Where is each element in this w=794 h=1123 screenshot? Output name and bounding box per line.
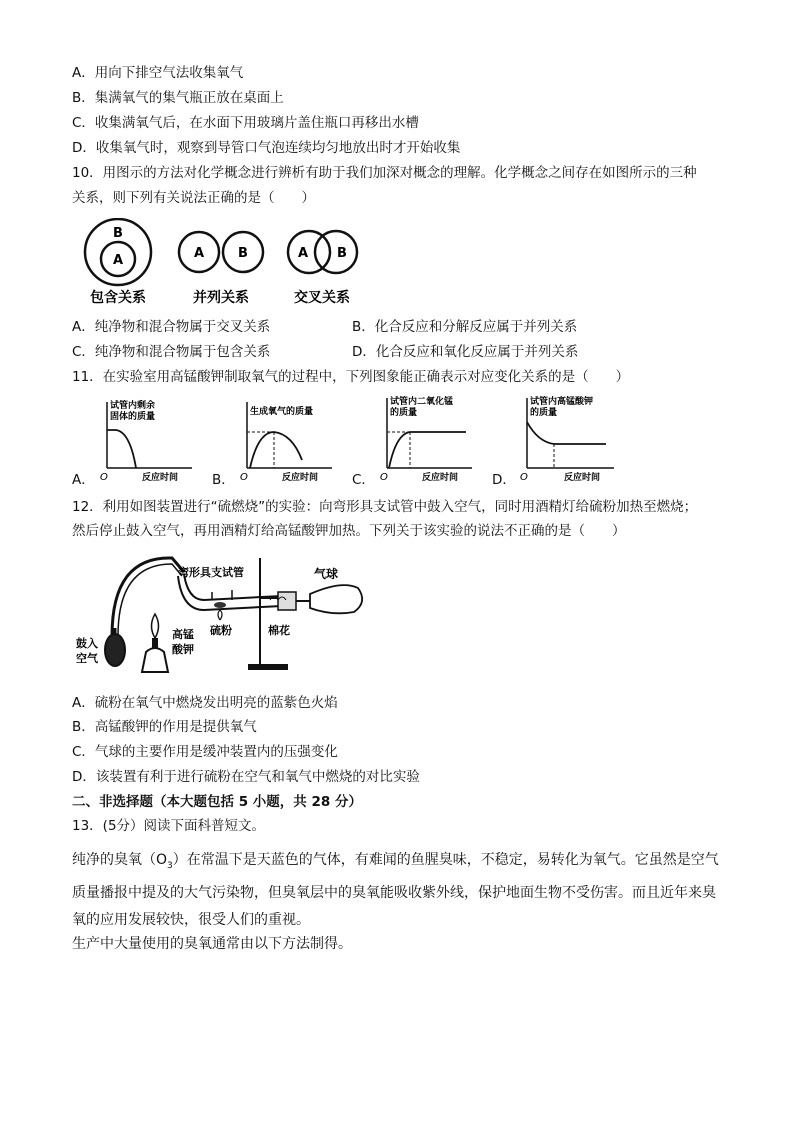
q11-a-ylabel-2: 固体的质量 <box>110 412 156 422</box>
iron-stand-base <box>248 664 288 670</box>
q13-paragraph-line2: 质量播报中提及的大气污染物，但臭氧层中的臭氧能吸收紫外线，保护地面生物不受伤害。而且近年来臭 <box>72 885 716 901</box>
q11-a-curve <box>107 430 136 468</box>
q11-graph-c <box>370 392 480 486</box>
q11-c-ylabel-2: 的质量 <box>390 408 418 418</box>
q9-option-b: B．集满氧气的集气瓶正放在桌面上 <box>72 90 284 106</box>
q11-b-origin: O <box>240 472 248 483</box>
tube-label: 弯形具支试管 <box>178 566 244 579</box>
cross-circle-b <box>315 231 357 273</box>
balloon <box>310 585 362 613</box>
q13-paragraph-line1 <box>72 850 719 876</box>
q11-b-ylabel-1: 生成氧气的质量 <box>250 407 314 417</box>
concept-relation-figure <box>72 218 372 310</box>
q11-graph-a <box>90 396 200 486</box>
q11-stem: 11．在实验室用高锰酸钾制取氧气的过程中，下列图象能正确表示对应变化关系的是（ ） <box>72 369 630 385</box>
q9-option-d: D．收集氧气时，观察到导管口气泡连续均匀地放出时才开始收集 <box>72 140 461 156</box>
q11-b-xlabel: 反应时间 <box>282 473 319 483</box>
q11-d-ylabel-2: 的质量 <box>530 408 558 418</box>
q10-option-b: B．化合反应和分解反应属于并列关系 <box>352 319 578 335</box>
q9-option-a: A．用向下排空气法收集氧气 <box>72 65 244 81</box>
q9-option-c: C．收集满氧气后，在水面下用玻璃片盖住瓶口再移出水槽 <box>72 115 419 131</box>
alcohol-lamp <box>142 648 168 672</box>
cross-caption: 交叉关系 <box>294 290 350 306</box>
q11-a-ylabel-1: 试管内剩余 <box>110 401 156 411</box>
q13-p1-subscript: 3 <box>167 860 173 871</box>
air-label-2: 空气 <box>76 652 98 665</box>
q11-c-curve <box>389 432 466 468</box>
contain-caption: 包含关系 <box>90 290 146 306</box>
balloon-label: 气球 <box>314 567 339 581</box>
q12-stem-line2: 然后停止鼓入空气，再用酒精灯给高锰酸钾加热。下列关于该实验的说法不正确的是（ ） <box>72 523 626 539</box>
section-title: 二、非选择题（本大题包括 5 小题，共 28 分） <box>72 794 362 810</box>
q10-option-c: C．纯净物和混合物属于包含关系 <box>72 344 271 360</box>
contain-label-a: A <box>112 253 124 268</box>
q11-c-xlabel: 反应时间 <box>422 473 459 483</box>
q12-option-b: B．高锰酸钾的作用是提供氧气 <box>72 719 257 735</box>
q11-graph-d-letter: D． <box>492 472 516 488</box>
cross-label-a: A <box>297 246 309 261</box>
parallel-label-b: B <box>238 246 248 261</box>
q10-option-d: D．化合反应和氧化反应属于并列关系 <box>352 344 579 360</box>
q11-a-xlabel: 反应时间 <box>142 473 179 483</box>
parallel-label-a: A <box>193 246 205 261</box>
q11-graph-b <box>230 396 340 486</box>
rubber-bulb <box>105 634 125 666</box>
q11-graph-d <box>510 392 622 486</box>
q13-p1-part1: 纯净的臭氧（O <box>72 852 168 868</box>
q12-option-c: C．气球的主要作用是缓冲装置内的压强变化 <box>72 744 338 760</box>
q11-b-curve <box>250 432 302 468</box>
q12-option-d: D．该装置有利于进行硫粉在空气和氧气中燃烧的对比实验 <box>72 769 420 785</box>
q10-stem-line1: 10．用图示的方法对化学概念进行辨析有助于我们加深对概念的理解。化学概念之间存在如图所示的三种 <box>72 165 697 181</box>
q12-option-a: A．硫粉在氧气中燃烧发出明亮的蓝紫色火焰 <box>72 695 338 711</box>
q11-c-ylabel-1: 试管内二氧化锰 <box>390 397 454 407</box>
q11-d-curve <box>527 422 606 444</box>
q11-graph-c-letter: C． <box>352 472 375 488</box>
q13-paragraph-line3: 氧的应用发展较快，很受人们的重视。 <box>72 912 310 928</box>
kmno4-label-1: 高锰 <box>172 628 194 641</box>
sulfur-label: 硫粉 <box>210 624 232 637</box>
q11-d-origin: O <box>520 472 528 483</box>
parallel-caption: 并列关系 <box>193 290 249 306</box>
q13-p1-part2: ）在常温下是天蓝色的气体，有难闻的鱼腥臭味，不稳定，易转化为氧气。它虽然是空气 <box>172 852 719 868</box>
cross-circle-a <box>288 231 330 273</box>
cross-label-b: B <box>337 246 347 261</box>
q13-paragraph-line4: 生产中大量使用的臭氧通常由以下方法制得。 <box>72 936 352 952</box>
lamp-flame <box>152 614 159 638</box>
q10-option-a: A．纯净物和混合物属于交叉关系 <box>72 319 271 335</box>
sulfur-combustion-apparatus <box>72 552 372 682</box>
q11-d-ylabel-1: 试管内高锰酸钾 <box>530 397 594 407</box>
q11-graph-a-letter: A． <box>72 472 95 488</box>
q11-a-origin: O <box>100 472 108 483</box>
q11-d-xlabel: 反应时间 <box>564 473 601 483</box>
contain-label-b: B <box>113 226 123 241</box>
q11-c-origin: O <box>380 472 388 483</box>
air-label-1: 鼓入 <box>76 637 98 650</box>
cotton-label: 棉花 <box>268 624 290 637</box>
kmno4-label-2: 酸钾 <box>172 643 194 656</box>
q12-stem-line1: 12．利用如图装置进行“硫燃烧”的实验：向弯形具支试管中鼓入空气，同时用酒精灯给硫粉加热至燃烧； <box>72 499 698 515</box>
q10-stem-line2: 关系，则下列有关说法正确的是（ ） <box>72 190 315 206</box>
q11-graph-b-letter: B． <box>212 472 235 488</box>
q13-stem: 13．(5分）阅读下面科普短文。 <box>72 818 266 834</box>
